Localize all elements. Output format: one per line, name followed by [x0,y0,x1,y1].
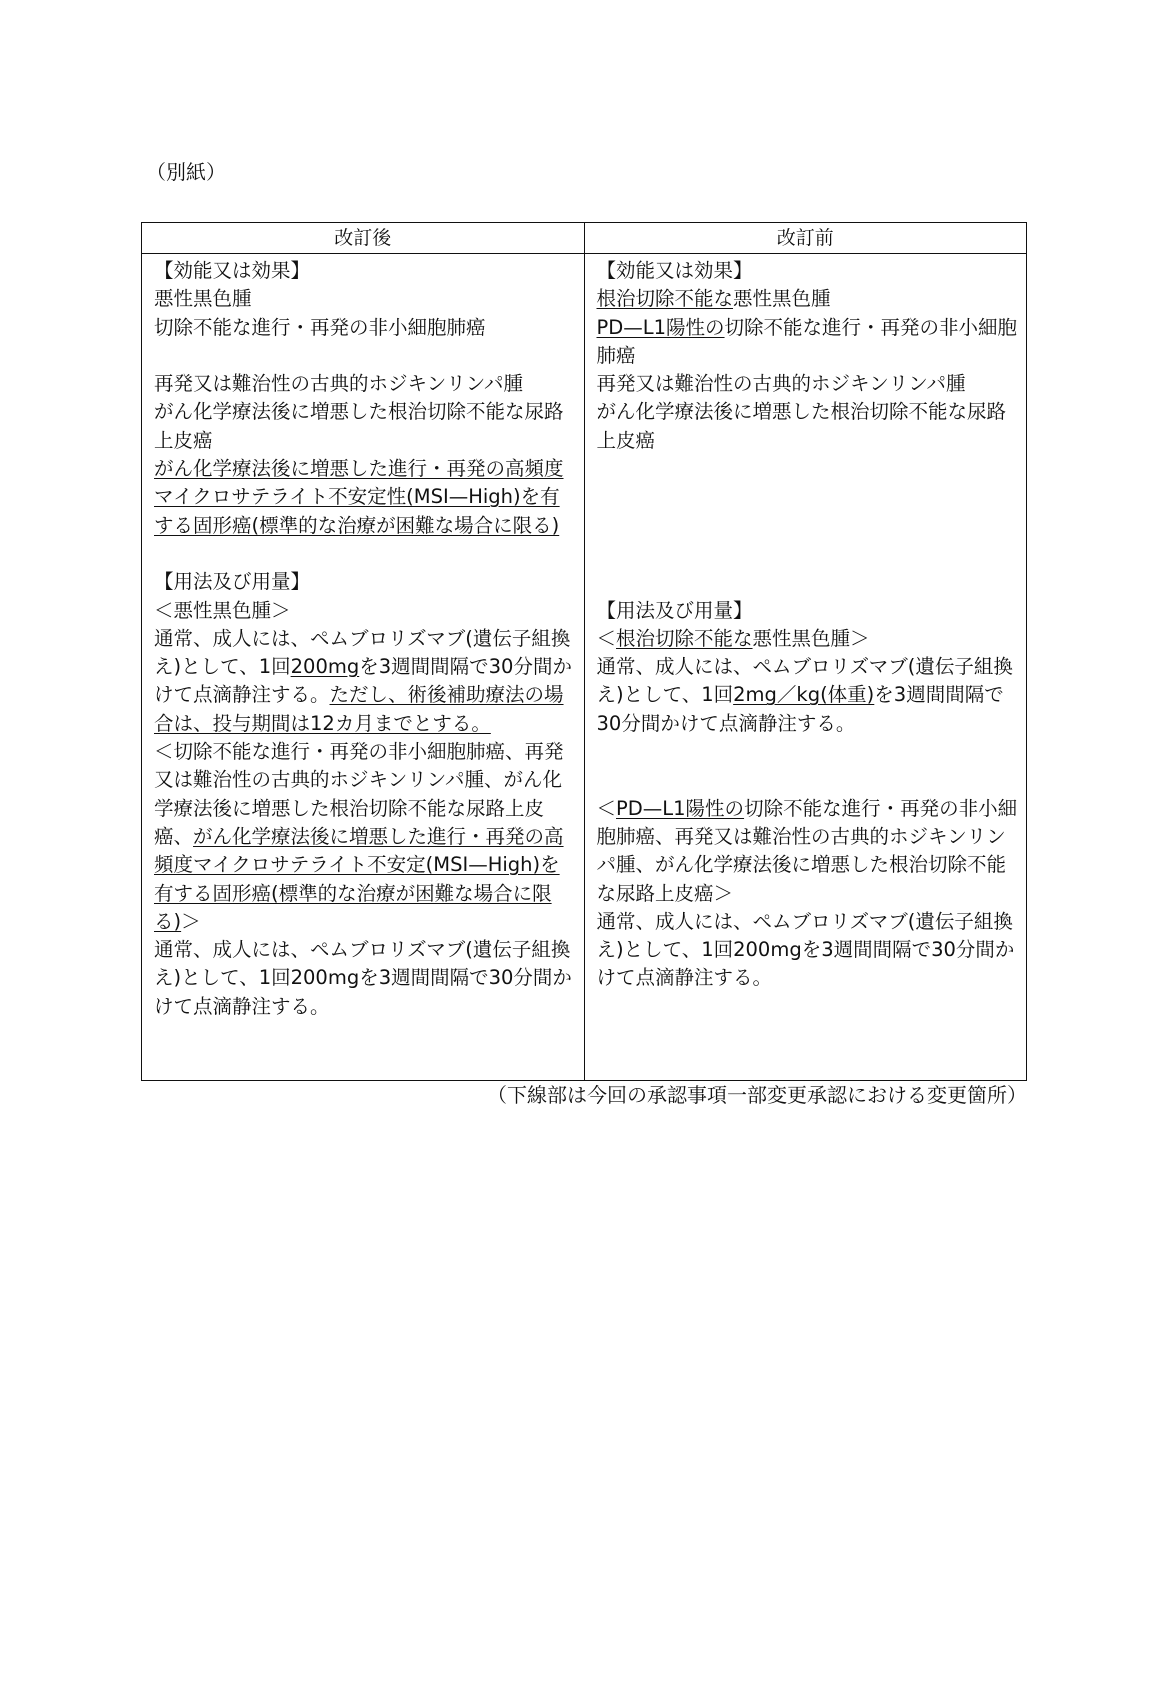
before-indications-heading: 【効能又は効果】 [596,259,753,282]
before-dose-melanoma-open: ＜ [596,626,617,650]
after-indication-melanoma: 悪性黒色腫 [154,287,252,311]
after-revision-cell [142,254,585,1081]
before-indication-urothelial: がん化学療法後に増悪した根治切除不能な尿路上皮癌 [596,400,1007,452]
before-dosage-heading: 【用法及び用量】 [596,598,753,622]
before-dose-melanoma-amount: 2mg／kg(体重) [733,683,875,707]
after-indication-msi-high-text: がん化学療法後に増悪した進行・再発の高頻度マイクロサテライト不安定性(MSI—High)を有する固形癌(標準的な治療が困難な場合に限る) [154,457,564,537]
after-dose-other-title-msi: がん化学療法後に増悪した進行・再発の高頻度マイクロサテライト不安定(MSI—High)を有する固形癌(標準的な治療が困難な場合に限る) [154,824,564,933]
table-header-row [142,223,1027,254]
table-body-row [142,254,1027,1081]
after-dose-other-title-part1: ＜切除不能な進行・再発の非小細胞肺癌、再発又は難治性の古典的ホジキンリンパ腫、がん化学療法後に増悪した根治切除不能な尿路上皮癌、 [154,740,564,848]
after-dose-melanoma-part2: を3週間間隔で30分間かけて点滴静注する。 [154,655,572,707]
before-dose-melanoma-prefix: 根治切除不能な [616,626,753,650]
revision-comparison-table [141,222,1027,1081]
after-indication-nsclc: 切除不能な進行・再発の非小細胞肺癌 [154,315,486,339]
before-indication-hodgkin: 再発又は難治性の古典的ホジキンリンパ腫 [596,372,966,396]
after-indication-hodgkin: 再発又は難治性の古典的ホジキンリンパ腫 [154,372,523,396]
before-dose-other-rest: 切除不能な進行・再発の非小細胞肺癌、再発又は難治性の古典的ホジキンリンパ腫、がん化学療法後に増悪した根治切除不能な尿路上皮癌＞ [596,796,1018,905]
before-indication-nsclc-prefix: PD—L1陽性の [596,315,725,339]
before-indication-nsclc-rest: 切除不能な進行・再発の非小細胞肺癌 [596,315,1018,367]
after-indications-heading: 【効能又は効果】 [154,259,311,282]
footnote: （下線部は今回の承認事項一部変更承認における変更箇所） [487,1083,1027,1107]
after-dosage-other-title [154,738,576,936]
after-dosage-other-text: 通常、成人には、ペムブロリズマブ(遺伝子組換え)として、1回200mgを3週間間隔で30分間かけて点滴静注する。 [154,938,572,1018]
after-indication-msi-high [154,455,576,540]
before-dose-other-prefix: PD—L1陽性の [616,796,745,820]
before-dosage-other-text: 通常、成人には、ペムブロリズマブ(遺伝子組換え)として、1回200mgを3週間間隔で30分間かけて点滴静注する。 [596,909,1015,990]
after-dosage-melanoma-text [154,625,576,738]
header-after-revision: 改訂後 [142,223,585,254]
before-dosage-melanoma-title [597,625,1019,653]
header-before-revision: 改訂前 [584,223,1027,254]
before-dosage-other-title [597,795,1019,908]
before-indication-melanoma-rest: 悪性黒色腫 [733,287,831,311]
after-dose-melanoma-amount: 200mg [290,655,360,679]
after-dose-melanoma-adjuvant: ただし、術後補助療法の場合は、投与期間は12カ月までとする。 [154,683,564,735]
before-indication-nsclc [597,314,1019,371]
after-dosage-melanoma-title: ＜悪性黒色腫＞ [154,598,291,622]
after-dose-other-title-close: ＞ [181,909,201,933]
before-dose-melanoma-rest: 悪性黒色腫＞ [752,626,870,650]
before-indication-melanoma-prefix: 根治切除不能な [596,287,734,311]
before-indication-melanoma [597,285,1019,313]
before-dose-melanoma-part1: 通常、成人には、ペムブロリズマブ(遺伝子組換え)として、1回 [596,655,1013,707]
attachment-label: （別紙） [146,160,226,184]
before-dose-other-open: ＜ [596,796,617,820]
after-dosage-heading: 【用法及び用量】 [154,570,311,594]
before-dosage-melanoma-text [597,653,1019,738]
before-dose-melanoma-part2: を3週間間隔で30分間かけて点滴静注する。 [596,683,1004,735]
before-revision-cell [584,254,1027,1081]
after-indication-urothelial: がん化学療法後に増悪した根治切除不能な尿路上皮癌 [154,400,564,452]
after-dose-melanoma-part1: 通常、成人には、ペムブロリズマブ(遺伝子組換え)として、1回 [154,626,571,679]
